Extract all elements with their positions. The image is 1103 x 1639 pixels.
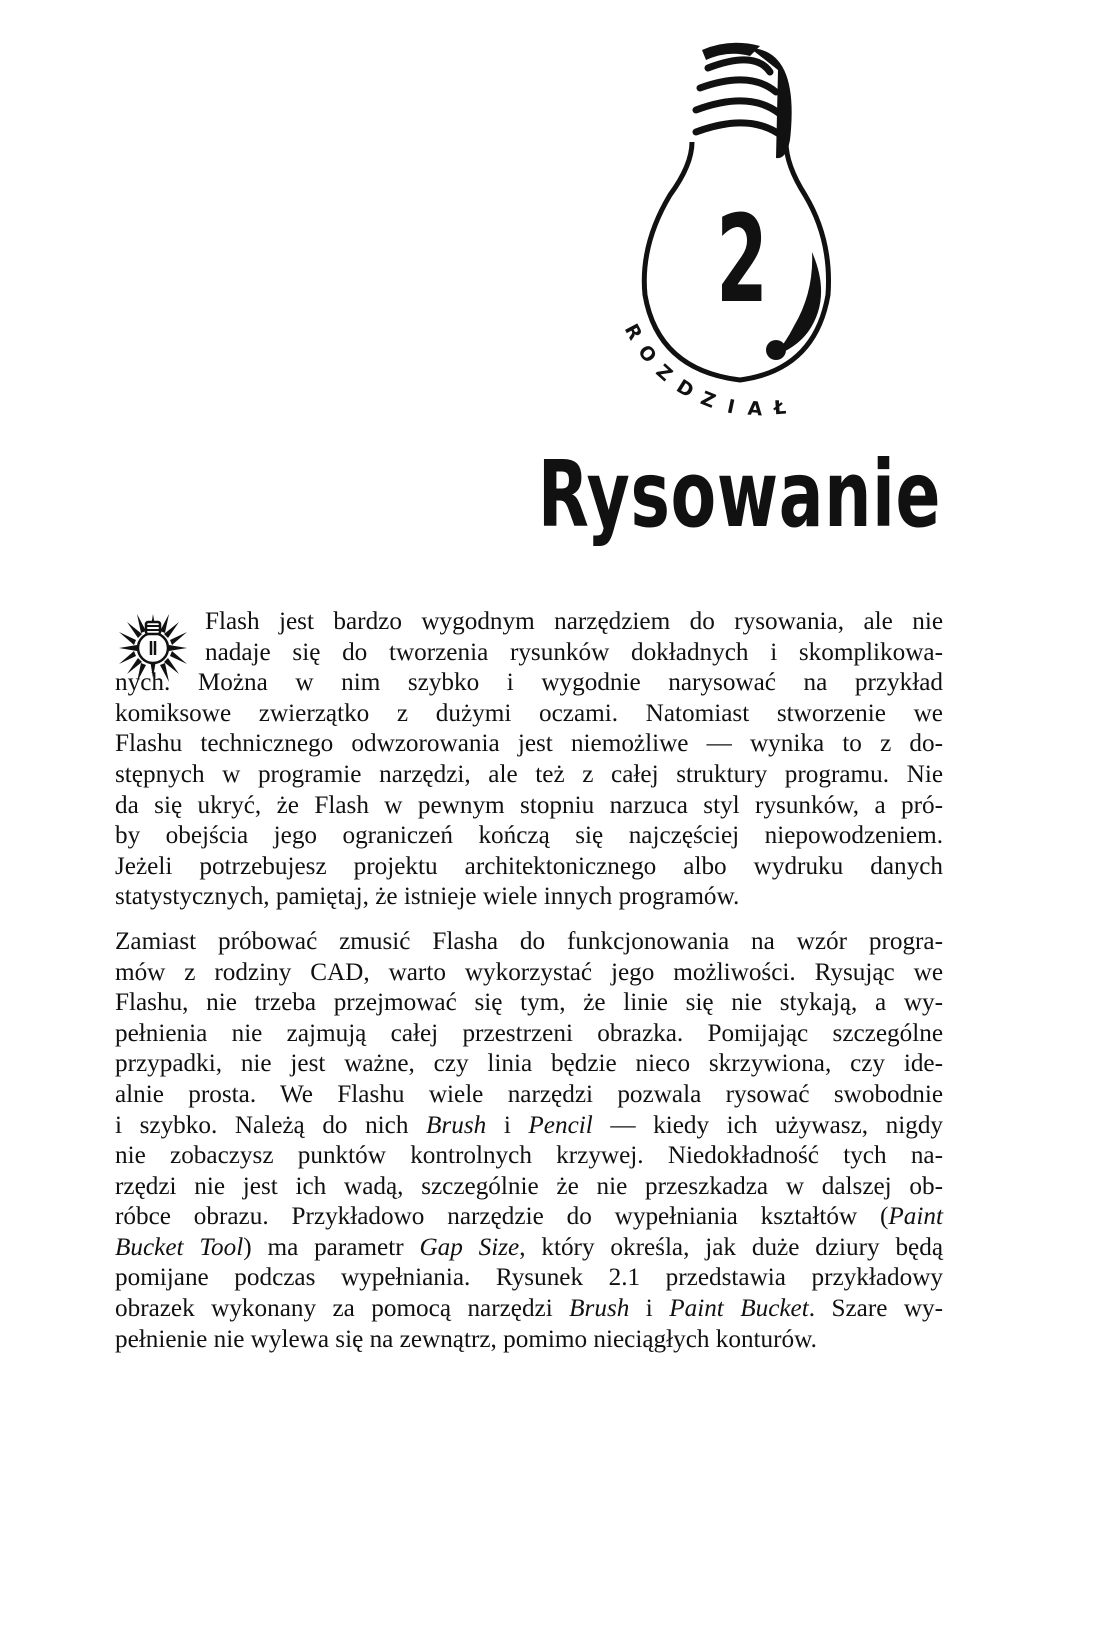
paragraph [115,607,943,913]
text-line [115,729,943,760]
text-line [115,760,943,791]
text-line [115,882,943,913]
text-segment: Flashu, nie trzeba przejmować się tym, że linie się nie stykają, a wy- [115,989,943,1017]
text-line [115,1294,943,1325]
text-line [115,638,943,669]
text-line [115,1325,943,1356]
text-line [115,1172,943,1203]
text-segment: komiksowe zwierzątko z dużymi oczami. Natomiast stworzenie we [115,699,943,727]
italic-term: Paint [888,1203,943,1231]
italic-term: Bucket Tool [115,1233,244,1261]
chapter-number: 2 [716,191,768,330]
text-segment: mów z rodziny CAD, warto wykorzystać jego możliwości. Rysując we [115,958,943,986]
text-line [115,1141,943,1172]
italic-term: Paint Bucket [669,1295,809,1323]
italic-term: Brush [569,1295,630,1323]
text-line [115,1263,943,1294]
italic-term: Gap Size [419,1233,520,1261]
italic-term: Pencil [528,1111,593,1139]
text-segment: by obejścia jego ograniczeń kończą się najczęściej niepowodzeniem. [115,822,943,850]
text-line [115,1111,943,1142]
text-line [115,1233,943,1264]
text-segment: ) ma parametr [243,1233,420,1261]
text-segment: statystycznych, pamiętaj, że istnieje wiele innych programów. [115,883,740,911]
chapter-label-letter: R [619,320,647,344]
text-line [115,1019,943,1050]
text-segment: Jeżeli potrzebujesz projektu architektonicznego albo wydruku danych [115,852,943,880]
chapter-label-letter: Z [697,387,719,413]
text-segment: Zamiast próbować zmusić Flasha do funkcjonowania na wzór progra- [115,927,943,955]
text-segment: , który określa, jak duże dziury będą [519,1233,943,1261]
text-segment: pełnienia nie zajmują całej przestrzeni obrazka. Pomijając szczególne [115,1019,943,1047]
text-segment: stępnych w programie narzędzi, ale też z całej struktury programu. Nie [115,760,943,788]
italic-term: Brush [426,1111,487,1139]
text-segment: Flashu technicznego odwzorowania jest niemożliwe — wynika to z do- [115,730,943,758]
text-line [115,607,943,638]
text-line [115,1049,943,1080]
text-segment: nadaje się do tworzenia rysunków dokładnych i skomplikowa- [205,638,943,666]
text-segment: pełnienie nie wylewa się na zewnątrz, pomimo nieciągłych konturów. [115,1325,817,1353]
chapter-body [115,607,943,1355]
text-line [115,1202,943,1233]
chapter-title: Rysowanie [537,441,941,548]
text-segment: róbce obrazu. Przykładowo narzędzie do wypełniania kształtów ( [115,1203,889,1231]
text-segment: rzędzi nie jest ich wadą, szczególnie że nie przeszkadza w dalszej ob- [115,1172,943,1200]
text-line [115,958,943,989]
text-segment: i [486,1111,529,1139]
text-line [115,791,943,822]
chapter-label-letter: Z [651,360,677,386]
chapter-label-letter: D [672,375,698,403]
text-line [115,852,943,883]
chapter-label-letter: O [633,340,661,368]
text-line [115,927,943,958]
text-segment: pomijane podczas wypełniania. Rysunek 2.1 przedstawia przykładowy [115,1264,943,1292]
text-segment: przypadki, nie jest ważne, czy linia będzie nieco skrzywiona, czy ide- [115,1050,943,1078]
chapter-label-letter: I [725,395,737,419]
text-segment: da się ukryć, że Flash w pewnym stopniu narzuca styl rysunków, a pró- [115,791,943,819]
text-segment: . Szare wy- [808,1295,943,1323]
text-line [115,821,943,852]
text-segment: i szybko. Należą do nich [115,1111,427,1139]
text-segment: obrazek wykonany za pomocą narzędzi [115,1295,570,1323]
text-segment: nie zobaczysz punktów kontrolnych krzywej. Niedokładność tych na- [115,1142,943,1170]
text-segment: nych. Można w nim szybko i wygodnie narysować na przykład [115,669,943,697]
text-segment: alnie prosta. We Flashu wiele narzędzi pozwala rysować swobodnie [115,1080,943,1108]
paragraph [115,927,943,1355]
chapter-label-letter: A [746,397,764,421]
chapter-label [0,0,787,421]
text-line [115,1080,943,1111]
text-line [115,668,943,699]
text-line [115,699,943,730]
text-segment: Flash jest bardzo wygodnym narzędziem do rysowania, ale nie [205,608,943,635]
text-segment: — kiedy ich używasz, nigdy [592,1111,944,1139]
text-segment: i [629,1295,670,1323]
text-line [115,988,943,1019]
chapter-label-letter: Ł [773,396,787,420]
